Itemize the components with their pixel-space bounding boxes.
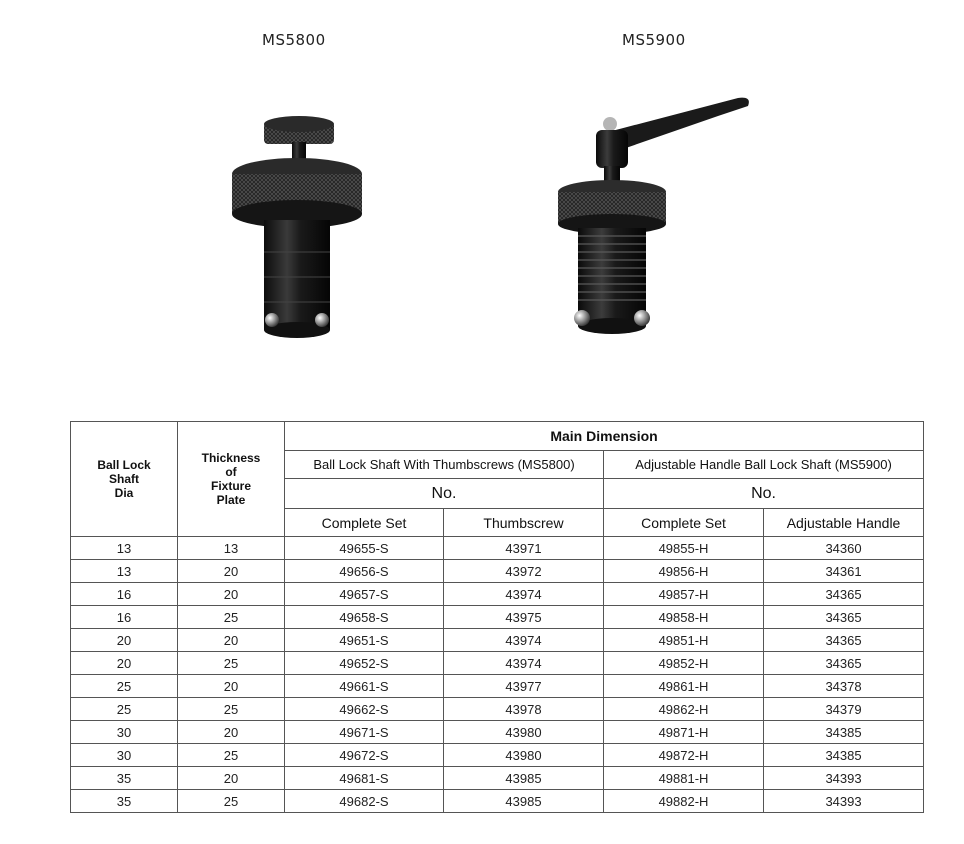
product-caption-ms5900: MS5900 [622,31,686,49]
cell-plate-thickness: 25 [178,652,285,675]
header-col2-line: Fixture [210,479,251,493]
cell-ms5800-thumbscrew: 43974 [444,629,604,652]
cell-ms5800-thumbscrew: 43975 [444,606,604,629]
table-row [71,583,924,606]
cell-ms5800-thumbscrew: 43972 [444,560,604,583]
cell-shaft-dia: 13 [71,537,178,560]
cell-ms5900-complete-set: 49858-H [604,606,764,629]
table-row [71,698,924,721]
cell-ms5900-complete-set: 49855-H [604,537,764,560]
header-col2-line: Plate [216,493,246,507]
cell-ms5800-thumbscrew: 43978 [444,698,604,721]
cell-ms5900-adjustable-handle: 34378 [764,675,924,698]
cell-ms5900-adjustable-handle: 34365 [764,652,924,675]
cell-ms5900-complete-set: 49882-H [604,790,764,813]
cell-shaft-dia: 35 [71,767,178,790]
cell-shaft-dia: 35 [71,790,178,813]
ms5800-product-image [222,112,372,352]
table-row [71,560,924,583]
cell-ms5800-thumbscrew: 43985 [444,790,604,813]
spec-table [70,421,924,813]
header-group-ms5800: Ball Lock Shaft With Thumbscrews (MS5800) [285,451,604,479]
cell-ms5800-thumbscrew: 43977 [444,675,604,698]
header-complete-set: Complete Set [604,509,764,537]
cell-ms5800-thumbscrew: 43985 [444,767,604,790]
cell-ms5800-complete-set: 49672-S [285,744,444,767]
cell-ms5900-complete-set: 49856-H [604,560,764,583]
header-adjustable-handle: Adjustable Handle [764,509,924,537]
cell-ms5800-complete-set: 49681-S [285,767,444,790]
cell-plate-thickness: 20 [178,629,285,652]
cell-shaft-dia: 30 [71,744,178,767]
cell-plate-thickness: 25 [178,606,285,629]
cell-plate-thickness: 20 [178,767,285,790]
cell-ms5900-adjustable-handle: 34361 [764,560,924,583]
cell-ms5900-complete-set: 49872-H [604,744,764,767]
header-col2-line: of [225,465,237,479]
cell-ms5800-thumbscrew: 43980 [444,744,604,767]
cell-shaft-dia: 25 [71,698,178,721]
table-row [71,675,924,698]
cell-plate-thickness: 13 [178,537,285,560]
cell-ms5900-complete-set: 49881-H [604,767,764,790]
cell-ms5800-complete-set: 49658-S [285,606,444,629]
header-main-dimension: Main Dimension [285,422,924,451]
cell-ms5900-complete-set: 49861-H [604,675,764,698]
cell-ms5900-adjustable-handle: 34379 [764,698,924,721]
header-col1-line: Shaft [109,472,139,486]
cell-ms5800-complete-set: 49656-S [285,560,444,583]
cell-ms5800-thumbscrew: 43974 [444,583,604,606]
cell-ms5800-complete-set: 49651-S [285,629,444,652]
cell-ms5900-adjustable-handle: 34385 [764,744,924,767]
cell-ms5800-complete-set: 49671-S [285,721,444,744]
ms5900-product-image [548,90,758,352]
header-col1-line: Ball Lock [97,458,151,472]
cell-plate-thickness: 25 [178,698,285,721]
cell-ms5800-complete-set: 49662-S [285,698,444,721]
table-row [71,629,924,652]
header-complete-set: Complete Set [285,509,444,537]
cell-ms5900-complete-set: 49871-H [604,721,764,744]
cell-plate-thickness: 20 [178,560,285,583]
cell-plate-thickness: 20 [178,583,285,606]
cell-shaft-dia: 16 [71,606,178,629]
cell-ms5900-adjustable-handle: 34365 [764,583,924,606]
cell-shaft-dia: 25 [71,675,178,698]
header-no-ms5900: No. [604,479,924,509]
cell-ms5800-complete-set: 49655-S [285,537,444,560]
cell-plate-thickness: 25 [178,790,285,813]
cell-ms5800-complete-set: 49682-S [285,790,444,813]
header-col1-line: Dia [114,486,134,500]
cell-ms5900-adjustable-handle: 34360 [764,537,924,560]
header-no-ms5800: No. [285,479,604,509]
cell-ms5800-thumbscrew: 43974 [444,652,604,675]
cell-ms5900-adjustable-handle: 34393 [764,767,924,790]
cell-ms5900-adjustable-handle: 34385 [764,721,924,744]
table-row [71,767,924,790]
table-row [71,537,924,560]
header-thickness-fixture-plate [178,422,285,537]
cell-ms5800-complete-set: 49657-S [285,583,444,606]
cell-ms5900-complete-set: 49851-H [604,629,764,652]
cell-plate-thickness: 20 [178,675,285,698]
table-row [71,652,924,675]
table-row [71,790,924,813]
cell-shaft-dia: 16 [71,583,178,606]
cell-ms5800-complete-set: 49661-S [285,675,444,698]
cell-plate-thickness: 25 [178,744,285,767]
header-group-ms5900: Adjustable Handle Ball Lock Shaft (MS5900) [604,451,924,479]
product-caption-ms5800: MS5800 [262,31,326,49]
header-ball-lock-shaft-dia [71,422,178,537]
cell-ms5800-thumbscrew: 43971 [444,537,604,560]
table-row [71,721,924,744]
cell-shaft-dia: 20 [71,629,178,652]
cell-shaft-dia: 30 [71,721,178,744]
table-row [71,606,924,629]
cell-ms5900-adjustable-handle: 34393 [764,790,924,813]
cell-ms5900-complete-set: 49852-H [604,652,764,675]
cell-ms5900-complete-set: 49862-H [604,698,764,721]
cell-ms5800-thumbscrew: 43980 [444,721,604,744]
cell-ms5800-complete-set: 49652-S [285,652,444,675]
table-row [71,744,924,767]
cell-ms5900-adjustable-handle: 34365 [764,629,924,652]
cell-ms5900-adjustable-handle: 34365 [764,606,924,629]
cell-plate-thickness: 20 [178,721,285,744]
cell-shaft-dia: 13 [71,560,178,583]
header-col2-line: Thickness [201,451,261,465]
cell-ms5900-complete-set: 49857-H [604,583,764,606]
cell-shaft-dia: 20 [71,652,178,675]
header-thumbscrew: Thumbscrew [444,509,604,537]
